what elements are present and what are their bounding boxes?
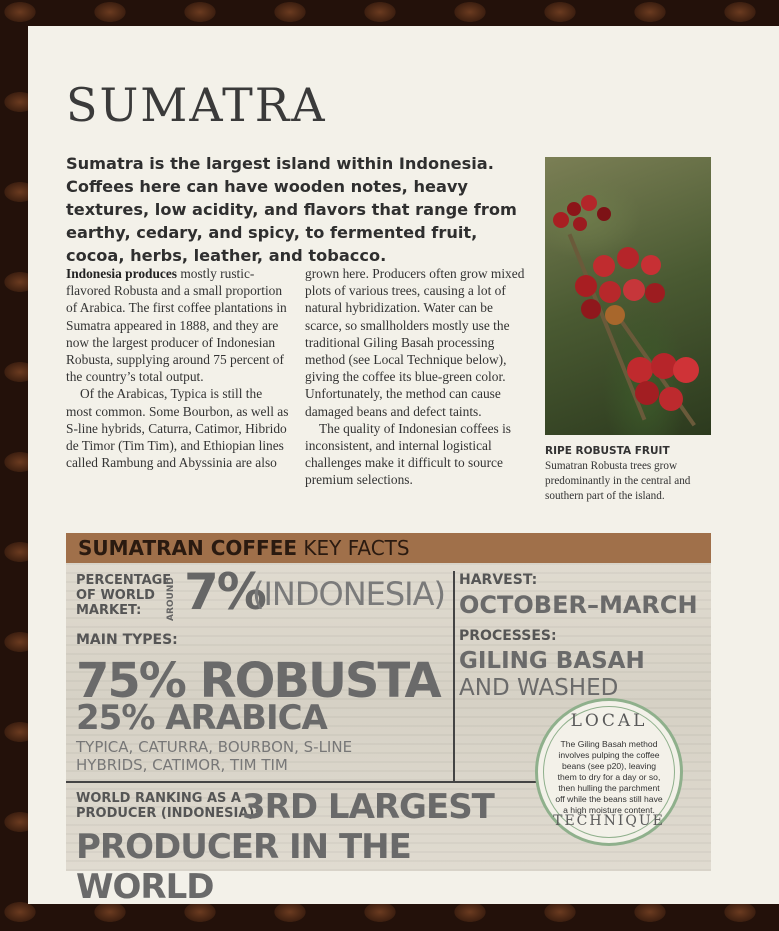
market-label: PERCENTAGE OF WORLD MARKET: xyxy=(76,573,172,618)
processes-value: GILING BASAH AND WASHED xyxy=(459,648,645,701)
photo-caption-text: Sumatran Robusta trees grow predominantly in the central and southern part of the island. xyxy=(545,460,691,502)
robusta-share: 75% ROBUSTA xyxy=(76,653,440,709)
harvest-label: HARVEST: xyxy=(459,572,538,588)
berry xyxy=(593,255,615,277)
market-share-note: (INDONESIA) xyxy=(252,575,445,613)
berry xyxy=(623,279,645,301)
body-column-1 xyxy=(66,265,290,471)
berry xyxy=(605,305,625,325)
intro-paragraph: Sumatra is the largest island within Indonesia. Coffees here can have wooden notes, heavy textures, low acidity, and flavors that range from earthy, cedary, and spicy, to fermented fruit, cocoa, herbs, leather, and tobacco. xyxy=(66,154,517,265)
berry xyxy=(581,195,597,211)
body-paragraph: Of the Arabicas, Typica is still the most common. Some Bourbon, as well as S-line hybrids, Caturra, Catimor, Hibrido de Timor (Tim Tim), and Ethiopian lines called Rambung and Abyssinia are also xyxy=(66,386,289,471)
local-technique-stamp xyxy=(535,698,683,846)
divider-horizontal xyxy=(66,781,536,783)
arabica-share: 25% ARABICA xyxy=(76,698,327,738)
berry xyxy=(645,283,665,303)
stamp-body-text: The Giling Basah method involves pulping the coffee beans (see p20), leaving them to dry for a day or so, then hulling the parchment off while the beans still have a high moisture content. xyxy=(555,739,663,815)
berry xyxy=(599,281,621,303)
berry xyxy=(597,207,611,221)
stamp-bottom-text: TECHNIQUE xyxy=(553,813,665,829)
berry xyxy=(627,357,653,383)
harvest-value: OCTOBER–MARCH xyxy=(459,591,698,619)
key-facts-header: SUMATRAN COFFEE KEY FACTS xyxy=(66,533,711,563)
stamp-top-text: LOCAL xyxy=(570,711,648,731)
market-share-value: 7% xyxy=(184,563,265,621)
berry xyxy=(641,255,661,275)
body-column-2 xyxy=(305,265,529,489)
body-paragraph: The quality of Indonesian coffees is inconsistent, and internal logistical challenges make it difficult to source premium selections. xyxy=(305,420,511,488)
varieties-list: TYPICA, CATURRA, BOURBON, S-LINE HYBRIDS, CATIMOR, TIM TIM xyxy=(76,738,353,774)
berry xyxy=(659,387,683,411)
berry xyxy=(581,299,601,319)
run-in-head: Indonesia produces xyxy=(66,266,178,281)
ranking-value: 3RD LARGEST PRODUCER IN THE WORLD xyxy=(76,787,494,907)
body-paragraph: grown here. Producers often grow mixed plots of various trees, causing a lot of natural hybridization. Water can be scarce, so smallholders mostly use the traditional Giling Basah processing method (see Local Technique below), giving the coffee its blue-green color. Unfortunately, the method can cause damaged beans and defect taints. xyxy=(305,266,525,419)
page-title: SUMATRA xyxy=(66,78,327,132)
berry xyxy=(617,247,639,269)
processes-label: PROCESSES: xyxy=(459,628,557,644)
around-label: AROUND xyxy=(166,577,176,621)
key-facts-panel xyxy=(66,533,711,907)
berry xyxy=(575,275,597,297)
divider-vertical xyxy=(453,571,455,781)
photo-caption-title: RIPE ROBUSTA FRUIT xyxy=(545,445,670,457)
berry xyxy=(567,202,581,216)
main-types-label: MAIN TYPES: xyxy=(76,632,178,648)
berry xyxy=(635,381,659,405)
berry xyxy=(553,212,569,228)
berry xyxy=(573,217,587,231)
berry xyxy=(673,357,699,383)
robusta-fruit-photo xyxy=(545,157,711,435)
body-paragraph: Indonesia produces mostly rustic-flavored Robusta and a small proportion of Arabica. The first coffee plantations in Sumatra appeared in 1888, and they are now the largest producer of Indonesian Robusta, supplying around 75 percent of the country’s total output. xyxy=(66,266,287,385)
ranking-label: WORLD RANKING AS A PRODUCER (INDONESIA): xyxy=(76,791,260,821)
